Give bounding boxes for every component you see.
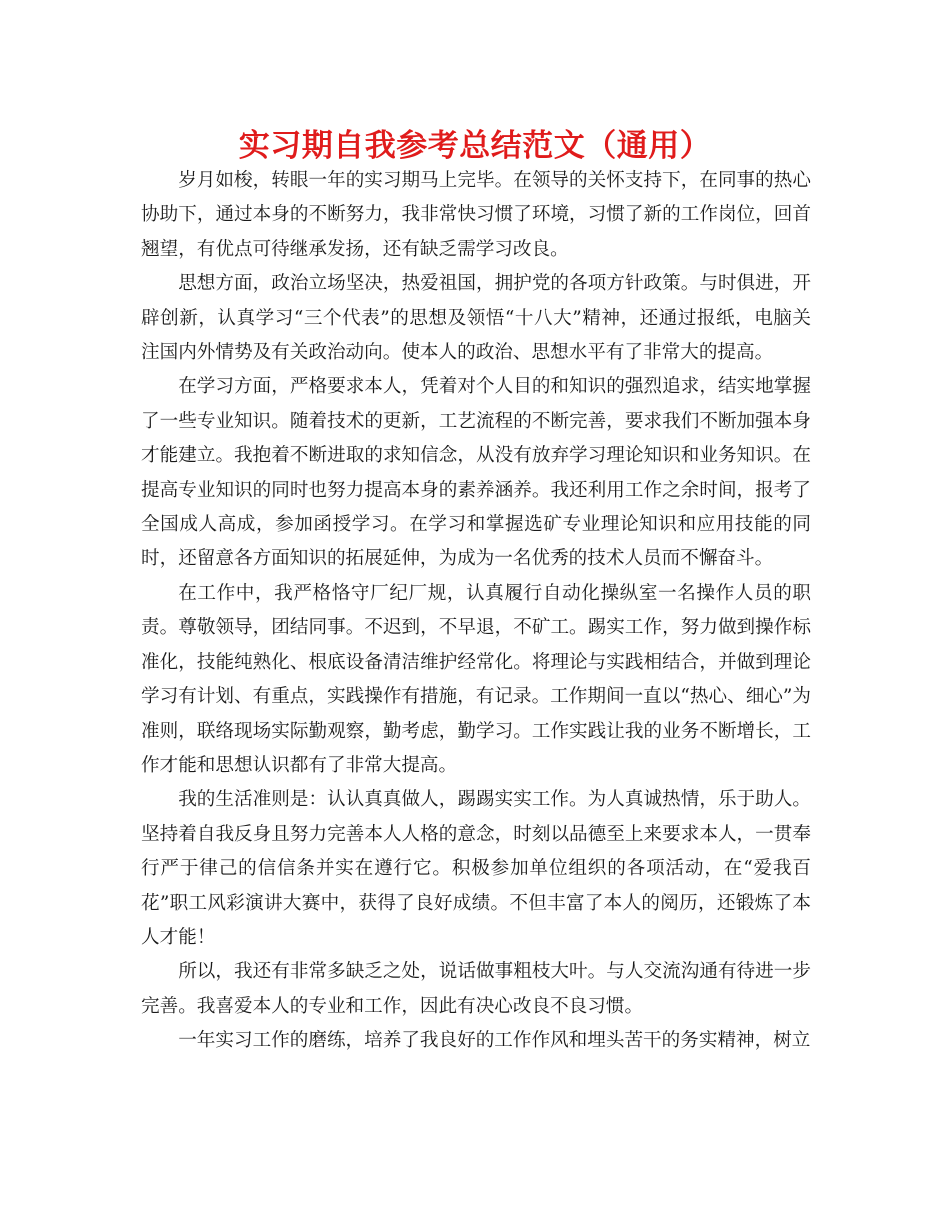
paragraph: 我的生活准则是：认认真真做人，踢踢实实工作。为人真诚热情，乐于助人。坚持着自我反身且努力完善本人人格的意念，时刻以品德至上来要求本人，一贯奉行严于律己的信信条并实在遵行它。积极参加单位组织的各项活动，在“爱我百花”职工风彩演讲大赛中，获得了良好成绩。不但丰富了本人的阅历，还锻炼了本人才能！ bbox=[141, 789, 811, 948]
paragraph: 岁月如梭，转眼一年的实习期马上完毕。在领导的关怀支持下，在同事的热心协助下，通过本身的不断努力，我非常快习惯了环境，习惯了新的工作岗位，回首翘望，有优点可待继承发扬，还有缺乏需学习改良。 bbox=[141, 170, 811, 260]
paragraph: 在学习方面，严格要求本人，凭着对个人目的和知识的强烈追求，结实地掌握了一些专业知识。随着技术的更新，工艺流程的不断完善，要求我们不断加强本身才能建立。我抱着不断进取的求知信念，从没有放弃学习理论知识和业务知识。在提高专业知识的同时也努力提高本身的素养涵养。我还利用工作之余时间，报考了全国成人高成，参加函授学习。在学习和掌握选矿专业理论知识和应用技能的同时，还留意各方面知识的拓展延伸，为成为一名优秀的技术人员而不懈奋斗。 bbox=[141, 376, 811, 570]
paragraph: 一年实习工作的磨练，培养了我良好的工作作风和埋头苦干的务实精神，树立 bbox=[178, 1030, 811, 1052]
document-title: 实习期自我参考总结范文（通用） bbox=[238, 128, 712, 164]
paragraph: 所以，我还有非常多缺乏之处，说话做事粗枝大叶。与人交流沟通有待进一步完善。我喜爱本人的专业和工作，因此有决心改良不良习惯。 bbox=[141, 961, 811, 1017]
paragraph: 在工作中，我严格恪守厂纪厂规，认真履行自动化操纵室一名操作人员的职责。尊敬领导，团结同事。不迟到，不早退，不矿工。踢实工作，努力做到操作标准化，技能纯熟化、根底设备清洁维护经常化。将理论与实践相结合，并做到理论学习有计划、有重点，实践操作有措施，有记录。工作期间一直以“热心、细心”为准则，联络现场实际勤观察，勤考虑，勤学习。工作实践让我的业务不断增长，工作才能和思想认识都有了非常大提高。 bbox=[141, 582, 811, 776]
document-body bbox=[141, 164, 811, 1059]
paragraph: 思想方面，政治立场坚决，热爱祖国，拥护党的各项方针政策。与时俱进，开辟创新，认真学习“三个代表”的思想及领悟“十八大”精神，还通过报纸，电脑关注国内外情势及有关政治动向。使本人的政治、思想水平有了非常大的提高。 bbox=[141, 273, 811, 364]
